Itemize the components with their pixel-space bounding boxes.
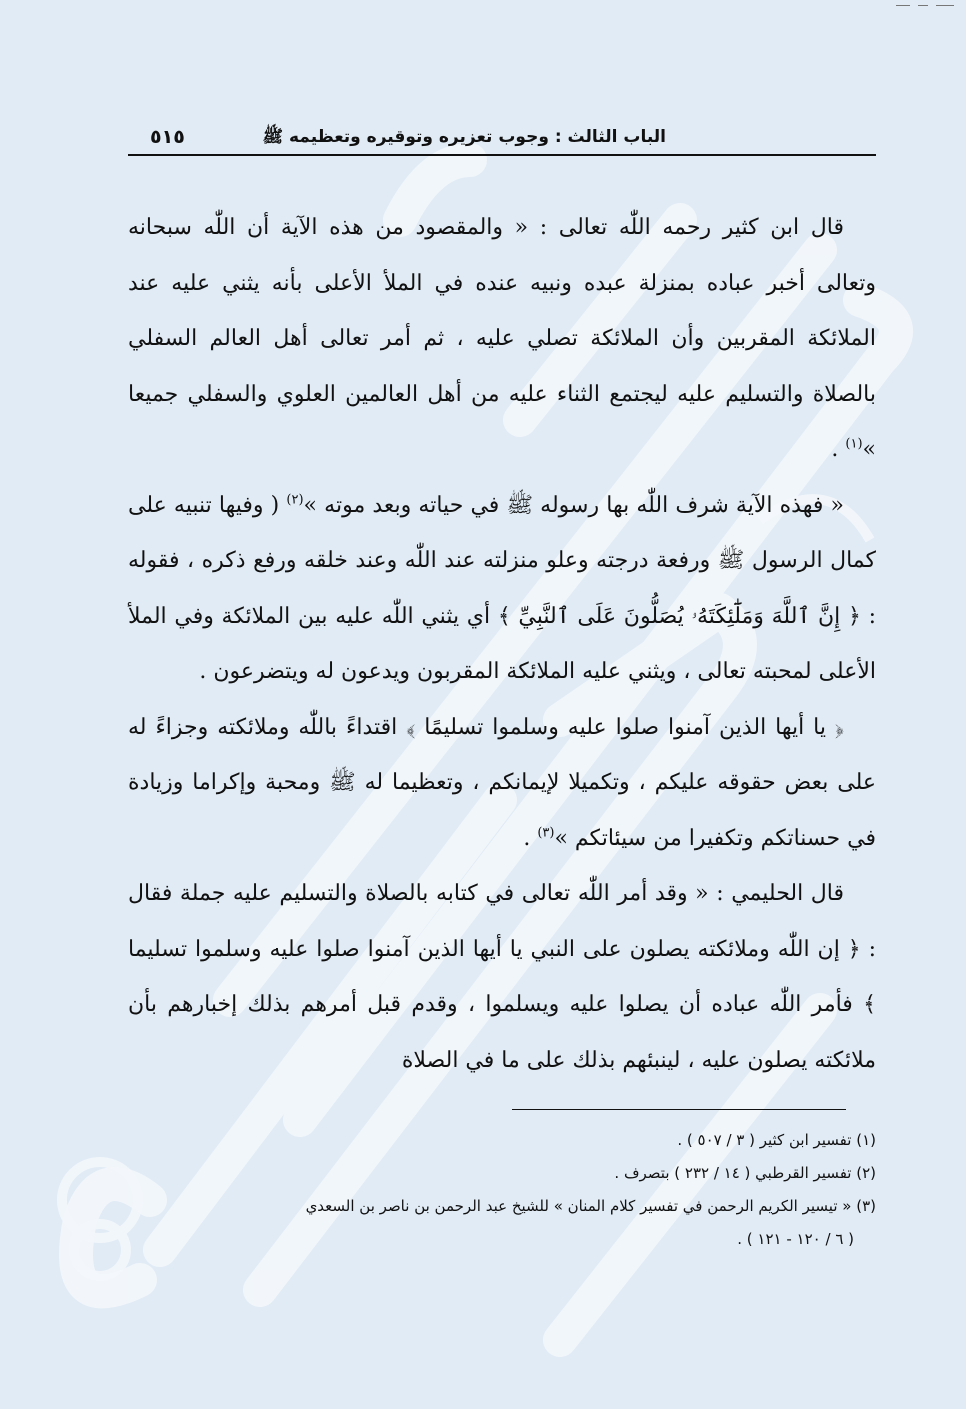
- scan-mark: [936, 5, 954, 6]
- footnote-continuation: ( ٦ / ١٢٠ - ١٢١ ) .: [737, 1230, 854, 1248]
- scan-mark: [896, 5, 910, 6]
- paragraph: قال ابن كثير رحمه اللّٰه تعالى : « والمقصود من هذه الآية أن اللّٰه سبحانه وتعالى أخبر عباده بمنزلة عبده ونبيه عنده في الملأ الأعلى بأنه يثني عليه عند الملائكة المقربين وأن الملائكة تصلي عليه ، ثم أمر تعالى أهل العالم السفلي بالصلاة والتسليم عليه ليجتمع الثناء عليه من أهل العالمين العلوي والسفلي جميعا »$^{(١)}$ .: [128, 215, 876, 462]
- paragraph: [128, 478, 876, 700]
- footnotes: [128, 1124, 876, 1256]
- paragraph: [128, 866, 876, 1088]
- footnote-separator: [512, 1109, 846, 1110]
- footnote-ref: (٢): [286, 492, 304, 508]
- scan-mark: [918, 5, 928, 6]
- scan-marks: [896, 2, 956, 10]
- footnote-ref: (٣): [537, 825, 555, 841]
- footnote-ref: (١): [845, 436, 863, 452]
- page-number: ٥١٥: [150, 126, 185, 148]
- paragraph-text: ( وفيها تنبيه على كمال الرسول ﷺ ورفعة درجته وعلو منزلته عند اللّٰه وعند خلقه ورفع ذكره ، فقوله : ﴿ إِنَّ ٱللَّهَ وَمَلَٰٓئِكَتَهُۥ يُصَلُّونَ عَلَى ٱلنَّبِيِّ ﴾ أي يثني اللّٰه عليه بين الملائكة وفي الملأ الأعلى لمحبته تعالى ، ويثني عليه الملائكة المقربون ويدعون له ويتضرعون .: [128, 492, 876, 684]
- footnote: (٢) تفسير القرطبي ( ١٤ / ٢٣٢ ) بتصرف .: [614, 1164, 876, 1182]
- paragraph: ﴿ يا أيها الذين آمنوا صلوا عليه وسلموا تسليمًا ﴾ اقتداءً باللّٰه وملائكته وجزاءً له على بعض حقوقه عليكم ، وتكميلا لإيمانكم ، وتعظيما له ﷺ ومحبة وإكراما وزيادة في حسناتكم وتكفيرا من سيئاتكم »$^{(٣)}$ .: [128, 714, 876, 851]
- paragraph-text: قال الحليمي : « وقد أمر اللّٰه تعالى في كتابه بالصلاة والتسليم عليه جملة فقال : ﴿ إن اللّٰه وملائكته يصلون على النبي يا أيها الذين آمنوا صلوا عليه وسلموا تسليما ﴾ فأمر اللّٰه عباده أن يصلوا عليه ويسلموا ، وقدم قبل أمرهم بذلك إخبارهم بأن ملائكته يصلون عليه ، لينبئهم بذلك على ما في الصلاة: [128, 881, 876, 1073]
- main-text: [128, 200, 876, 1088]
- footnote: (١) تفسير ابن كثير ( ٣ / ٥٠٧ ) .: [677, 1131, 876, 1149]
- page-header: [128, 120, 876, 156]
- footnote: (٣) « تيسير الكريم الرحمن في تفسير كلام المنان » للشيخ عبد الرحمن بن ناصر بن السعدي: [305, 1197, 876, 1215]
- paragraph-text: قال ابن كثير رحمه اللّٰه تعالى : « والمقصود من هذه الآية أن اللّٰه سبحانه وتعالى أخبر عباده بمنزلة عبده ونبيه عنده في الملأ الأعلى بأنه يثني عليه عند الملائكة المقربين وأن الملائكة تصلي عليه ، ثم أمر تعالى أهل العالم السفلي بالصلاة والتسليم عليه ليجتمع الثناء عليه من أهل العالمين العلوي والسفلي جميعا »: [128, 215, 876, 462]
- paragraph-text: ﴿ يا أيها الذين آمنوا صلوا عليه وسلموا تسليمًا ﴾ اقتداءً باللّٰه وملائكته وجزاءً له على بعض حقوقه عليكم ، وتكميلا لإيمانكم ، وتعظيما له ﷺ ومحبة وإكراما وزيادة في حسناتكم وتكفيرا من سيئاتكم »: [128, 714, 876, 851]
- paragraph-text: « فهذه الآية شرف اللّٰه بها رسوله ﷺ في حياته وبعد موته »: [303, 492, 844, 518]
- running-title: الباب الثالث : وجوب تعزيره وتوقيره وتعظيمه ﷺ: [262, 127, 666, 147]
- header-rule: [128, 154, 876, 156]
